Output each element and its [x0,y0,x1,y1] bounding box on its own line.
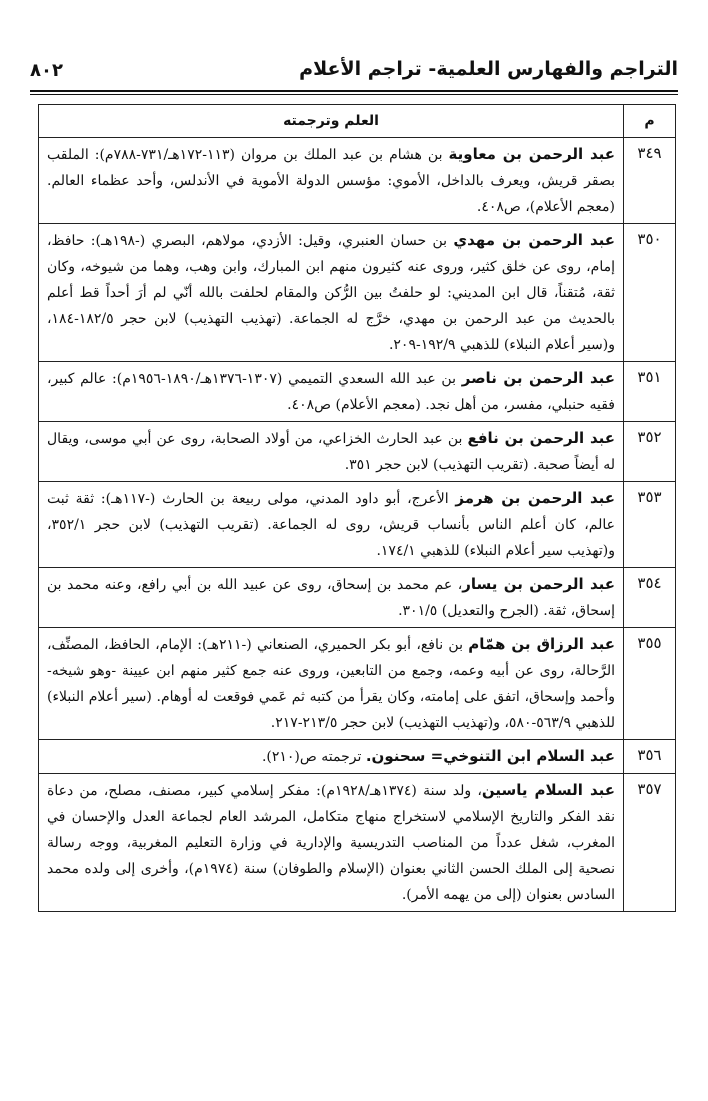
entry-name: عبد الرحمن بن هرمز [455,489,615,507]
entry-text: بن عبد الحارث الخزاعي، من أولاد الصحابة، روى عن أبي موسى، ويقال له أيضاً صحبة. (تقريب التهذيب) لابن حجر ٣٥١. [47,431,615,473]
entry-biography [39,628,624,740]
table-row [39,568,676,628]
entry-name: عبد الرزاق بن همّام [468,635,615,653]
entry-name: عبد السلام ياسين [481,781,615,799]
entry-number: ٣٥٦ [624,740,676,774]
entry-name: عبد الرحمن بن يسار [462,575,616,593]
entry-number: ٣٥١ [624,362,676,422]
entry-number: ٣٥٢ [624,422,676,482]
table-row [39,224,676,362]
entry-biography [39,482,624,568]
entry-text: الأعرج، أبو داود المدني، مولى ربيعة بن الحارث (-١١٧هـ): ثقة ثبت عالم، كان أعلم الناس بأنساب قريش، روى له الجماعة. (تقريب التهذيب) لابن حجر ٣٥٢/١، و(تهذيب سير أعلام النبلاء) للذهبي ١٧٤/١. [47,491,615,559]
table-row [39,422,676,482]
entry-number: ٣٥٤ [624,568,676,628]
entry-number: ٣٤٩ [624,138,676,224]
entry-biography [39,224,624,362]
entry-number: ٣٥٣ [624,482,676,568]
entry-biography [39,740,624,774]
entry-name: عبد الرحمن بن معاوية [448,145,616,163]
table-row [39,628,676,740]
entry-name: عبد الرحمن بن نافع [467,429,616,447]
table-row [39,740,676,774]
running-title: التراجم والفهارس العلمية- تراجم الأعلام [299,58,678,80]
table-header-row [39,105,676,138]
entry-text: بن حسان العنبري، وقيل: الأزدي، مولاهم، البصري (-١٩٨هـ): حافظ، إمام، روى عن خلق كثير، وروى عنه كثيرون منهم ابن المبارك، وابن وهب، وهما من شيوخه، وكان ثقة، مُتقناً، قال ابن المديني: لو حلفتُ بين الرُّكن والمقام لحلفت بالله أنّي لم أرَ أحداً قط أعلم بالحديث من عبد الرحمن بن مهدي، خرَّج له الجماعة. (تهذيب التهذيب) لابن حجر ١٨٢/٥-١٨٤، و(سير أعلام النبلاء) للذهبي ١٩٢/٩-٢٠٩. [47,233,615,353]
page-header [30,58,678,88]
entry-text: ترجمته ص(٢١٠). [261,749,366,765]
biographies-table [38,104,676,912]
table-row [39,774,676,912]
entry-biography [39,422,624,482]
column-header-biography: العلم وترجمته [39,105,624,138]
entry-text: ، عم محمد بن إسحاق، روى عن عبيد الله بن أبي رافع، وعنه محمد بن إسحاق، ثقة. (الجرح والتعديل) ٣٠١/٥. [47,577,615,619]
entry-text: بن عبد الله السعدي التميمي (١٣٠٧-١٣٧٦هـ/١٨٩٠-١٩٥٦م): عالم كبير، فقيه حنبلي، مفسر، من أهل نجد. (معجم الأعلام) ص٤٠٨. [47,371,615,413]
entry-name: عبد السلام ابن التنوخي= سحنون. [365,747,615,765]
entry-text: ، ولد سنة (١٣٧٤هـ/١٩٢٨م): مفكر إسلامي كبير، مصنف، مصلح، من دعاة نقد الفكر والتاريخ الإسلامي لاستخراج منهاج متكامل، المرشد العام لجماعة العدل والإحسان في المغرب، شغل عدداً من المناصب التدريسية والإدارية في وزارة التعليم المغربية، ووجه رسالة نصحية إلى الملك الحسن الثاني بعنوان (الإسلام والطوفان) سنة (١٩٧٤م)، وأخرى إلى ولده محمد السادس بعنوان (إلى من يهمه الأمر). [47,783,615,903]
page-number: ٨٠٢ [30,60,63,81]
entry-name: عبد الرحمن بن ناصر [461,369,615,387]
entry-biography [39,138,624,224]
table-row [39,482,676,568]
entry-biography [39,362,624,422]
entry-text: بن هشام بن عبد الملك بن مروان (١١٣-١٧٢هـ/٧٣١-٧٨٨م): الملقب بصقر قريش، ويعرف بالداخل، الأموي: مؤسس الدولة الأموية في الأندلس، وأحد عظماء العالم. (معجم الأعلام)، ص٤٠٨. [47,147,615,215]
entry-number: ٣٥٧ [624,774,676,912]
header-rule [30,90,678,95]
table-row [39,138,676,224]
entry-number: ٣٥٠ [624,224,676,362]
table-row [39,362,676,422]
entry-biography [39,568,624,628]
entry-name: عبد الرحمن بن مهدي [453,231,616,249]
entry-number: ٣٥٥ [624,628,676,740]
column-header-number: م [624,105,676,138]
entry-text: بن نافع، أبو بكر الحميري، الصنعاني (-٢١١هـ): الإمام، الحافظ، المصنِّف، الرَّحالة، روى عن أبيه وعمه، وجمع من التابعين، وروى عنه جمع كثير منهم ابن عيينة -وهو شيخه- وأحمد وإسحاق، اتفق على إمامته، وكان يقرأ من كتبه ثم عَمي فوقعت له أوهام. (سير أعلام النبلاء) للذهبي ٥٦٣/٩-٥٨٠، و(تهذيب التهذيب) لابن حجر ٢١٣/٥-٢١٧. [47,637,615,731]
entry-biography [39,774,624,912]
